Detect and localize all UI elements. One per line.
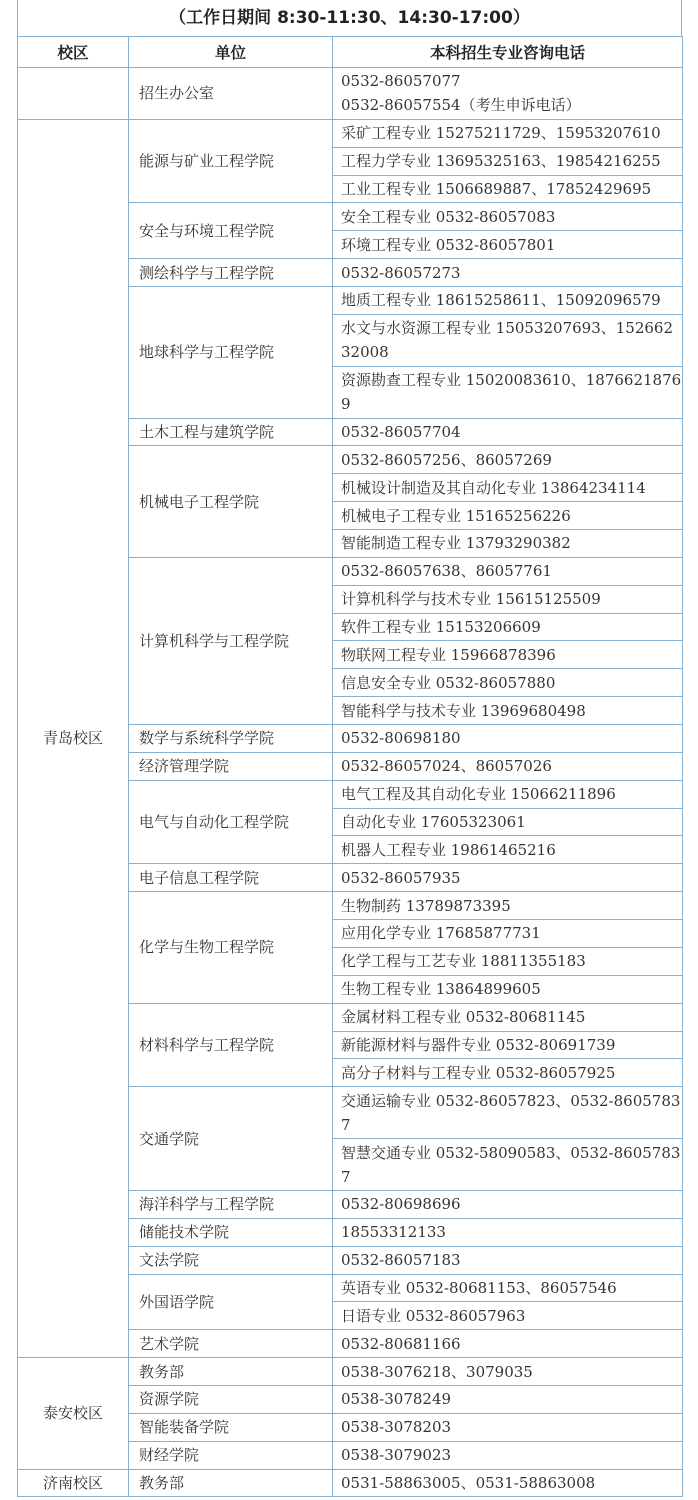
table-row bbox=[18, 119, 683, 147]
phone-cell: 0532-86057256、86057269 bbox=[333, 446, 683, 474]
unit-cell: 文法学院 bbox=[129, 1246, 333, 1274]
unit-cell: 安全与环境工程学院 bbox=[129, 203, 333, 259]
phone-cell: 工程力学专业 13695325163、19854216255 bbox=[333, 147, 683, 175]
phone-cell: 新能源材料与器件专业 0532-80691739 bbox=[333, 1031, 683, 1059]
unit-cell: 能源与矿业工程学院 bbox=[129, 119, 333, 203]
phone-cell: 采矿工程专业 15275211729、15953207610 bbox=[333, 119, 683, 147]
phone-cell: 0531-58863005、0531-58863008 bbox=[333, 1469, 683, 1497]
phone-cell: 资源勘查工程专业 15020083610、18766218769 bbox=[333, 366, 683, 418]
unit-cell: 财经学院 bbox=[129, 1441, 333, 1469]
phone-cell: 0532-80698696 bbox=[333, 1190, 683, 1218]
phone-cell: 0538-3076218、3079035 bbox=[333, 1358, 683, 1386]
phone-cell: 0532-86057024、86057026 bbox=[333, 752, 683, 780]
phone-cell: 物联网工程专业 15966878396 bbox=[333, 641, 683, 669]
unit-cell: 经济管理学院 bbox=[129, 752, 333, 780]
phone-cell: 0532-80698180 bbox=[333, 725, 683, 753]
phone-cell: 应用化学专业 17685877731 bbox=[333, 920, 683, 948]
phone-cell: 日语专业 0532-86057963 bbox=[333, 1302, 683, 1330]
unit-cell: 海洋科学与工程学院 bbox=[129, 1190, 333, 1218]
phone-cell: 高分子材料与工程专业 0532-86057925 bbox=[333, 1059, 683, 1087]
phone-cell: 信息安全专业 0532-86057880 bbox=[333, 669, 683, 697]
phone-cell: 水文与水资源工程专业 15053207693、15266232008 bbox=[333, 314, 683, 366]
unit-cell: 交通学院 bbox=[129, 1087, 333, 1191]
phone-cell: 化学工程与工艺专业 18811355183 bbox=[333, 947, 683, 975]
table-body bbox=[18, 68, 683, 1497]
phone-cell: 0532-86057935 bbox=[333, 864, 683, 892]
phone-cell: 英语专业 0532-80681153、86057546 bbox=[333, 1274, 683, 1302]
phone-cell: 智能科学与技术专业 13969680498 bbox=[333, 697, 683, 725]
phone-cell: 电气工程及其自动化专业 15066211896 bbox=[333, 780, 683, 808]
phone-cell: 0532-86057704 bbox=[333, 418, 683, 446]
phone-cell: 智慧交通专业 0532-58090583、0532-86057837 bbox=[333, 1139, 683, 1191]
phone-cell: 0532-86057273 bbox=[333, 259, 683, 287]
phone-cell: 机械设计制造及其自动化专业 13864234114 bbox=[333, 474, 683, 502]
unit-cell: 招生办公室 bbox=[129, 68, 333, 120]
phone-cell: 0532-86057077 0532-86057554（考生申诉电话） bbox=[333, 68, 683, 120]
phone-cell: 0532-86057638、86057761 bbox=[333, 557, 683, 585]
phone-cell: 软件工程专业 15153206609 bbox=[333, 613, 683, 641]
unit-cell: 教务部 bbox=[129, 1358, 333, 1386]
unit-cell: 机械电子工程学院 bbox=[129, 446, 333, 557]
unit-cell: 外国语学院 bbox=[129, 1274, 333, 1330]
table-header-row bbox=[18, 37, 683, 68]
phone-cell: 生物工程专业 13864899605 bbox=[333, 975, 683, 1003]
unit-cell: 资源学院 bbox=[129, 1385, 333, 1413]
phone-cell: 自动化专业 17605323061 bbox=[333, 808, 683, 836]
contact-table bbox=[17, 36, 683, 1497]
phone-cell: 环境工程专业 0532-86057801 bbox=[333, 231, 683, 259]
phone-cell: 金属材料工程专业 0532-80681145 bbox=[333, 1003, 683, 1031]
header-unit: 单位 bbox=[129, 37, 333, 68]
phone-cell: 机器人工程专业 19861465216 bbox=[333, 836, 683, 864]
phone-cell: 机械电子工程专业 15165256226 bbox=[333, 502, 683, 530]
campus-cell: 济南校区 bbox=[18, 1469, 129, 1497]
header-phone: 本科招生专业咨询电话 bbox=[333, 37, 683, 68]
unit-cell: 化学与生物工程学院 bbox=[129, 892, 333, 1003]
phone-cell: 工业工程专业 1506689887、17852429695 bbox=[333, 175, 683, 203]
campus-cell bbox=[18, 68, 129, 120]
phone-cell: 0538-3079023 bbox=[333, 1441, 683, 1469]
phone-cell: 0532-80681166 bbox=[333, 1330, 683, 1358]
table-row bbox=[18, 1469, 683, 1497]
unit-cell: 地球科学与工程学院 bbox=[129, 287, 333, 419]
campus-cell: 青岛校区 bbox=[18, 119, 129, 1357]
phone-cell: 0532-86057183 bbox=[333, 1246, 683, 1274]
table-row bbox=[18, 1358, 683, 1386]
phone-cell: 地质工程专业 18615258611、15092096579 bbox=[333, 287, 683, 315]
unit-cell: 储能技术学院 bbox=[129, 1218, 333, 1246]
phone-cell: 生物制药 13789873395 bbox=[333, 892, 683, 920]
phone-cell: 0538-3078249 bbox=[333, 1385, 683, 1413]
phone-cell: 0538-3078203 bbox=[333, 1413, 683, 1441]
phone-cell: 计算机科学与技术专业 15615125509 bbox=[333, 585, 683, 613]
phone-cell: 18553312133 bbox=[333, 1218, 683, 1246]
unit-cell: 测绘科学与工程学院 bbox=[129, 259, 333, 287]
unit-cell: 材料科学与工程学院 bbox=[129, 1003, 333, 1087]
unit-cell: 艺术学院 bbox=[129, 1330, 333, 1358]
unit-cell: 电子信息工程学院 bbox=[129, 864, 333, 892]
table-row bbox=[18, 68, 683, 120]
campus-cell: 泰安校区 bbox=[18, 1358, 129, 1469]
working-hours-note: （工作日期间 8:30-11:30、14:30-17:00） bbox=[169, 8, 530, 28]
unit-cell: 教务部 bbox=[129, 1469, 333, 1497]
unit-cell: 智能装备学院 bbox=[129, 1413, 333, 1441]
unit-cell: 土木工程与建筑学院 bbox=[129, 418, 333, 446]
unit-cell: 电气与自动化工程学院 bbox=[129, 780, 333, 864]
header-campus: 校区 bbox=[18, 37, 129, 68]
unit-cell: 计算机科学与工程学院 bbox=[129, 557, 333, 724]
phone-cell: 智能制造工程专业 13793290382 bbox=[333, 530, 683, 558]
unit-cell: 数学与系统科学学院 bbox=[129, 725, 333, 753]
phone-cell: 安全工程专业 0532-86057083 bbox=[333, 203, 683, 231]
phone-cell: 交通运输专业 0532-86057823、0532-86057837 bbox=[333, 1087, 683, 1139]
